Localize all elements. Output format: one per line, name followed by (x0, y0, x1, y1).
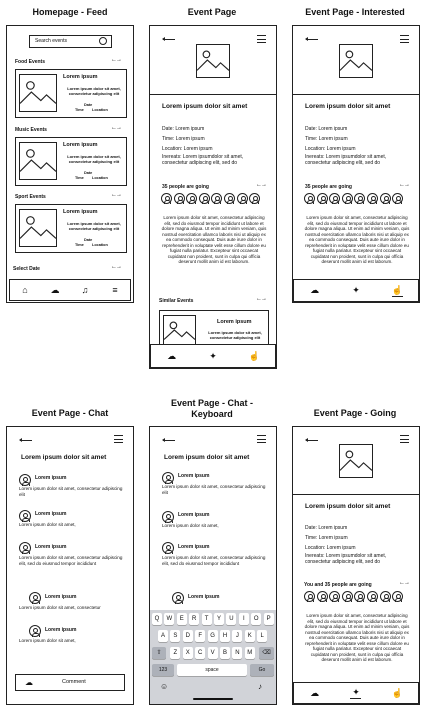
event-time: Time: Lorem ipsum (305, 535, 348, 541)
title-event-page: Event Page (187, 7, 237, 17)
key[interactable]: O (251, 613, 261, 625)
card-date: Date (84, 238, 93, 242)
key[interactable]: F (195, 630, 205, 642)
similar-title: Lorem ipsum (217, 319, 252, 325)
going-arrows-icon[interactable]: ←→ (256, 182, 266, 188)
key[interactable]: N (232, 647, 242, 659)
section-music-events: Music Events (15, 127, 47, 133)
search-placeholder: Search events (35, 38, 67, 44)
section-arrows-icon[interactable]: ←→ (111, 125, 121, 131)
going-count: 35 people are going (305, 184, 352, 190)
event-date: Date: Lorem ipsum (305, 525, 348, 531)
event-image-icon (339, 44, 373, 78)
event-page-screen (149, 25, 277, 369)
user-avatar-icon[interactable] (19, 542, 31, 554)
key[interactable]: I (239, 613, 249, 625)
divider (150, 94, 276, 95)
key[interactable]: T (202, 613, 212, 625)
title-event-going: Event Page - Going (313, 408, 397, 418)
avatar[interactable] (342, 193, 353, 204)
event-date: Date: Lorem ipsum (305, 126, 348, 132)
event-chat-screen (6, 426, 134, 705)
message-text: Lorem ipsum dolor sit amet, consectetur adipiscing elit, sed do eiusmod tempor incididunt (19, 555, 123, 566)
emoji-icon[interactable]: ☺ (160, 682, 169, 691)
similar-arrows-icon[interactable]: ←→ (256, 296, 266, 302)
message-text: Lorem ipsum dolor sit amet, (162, 523, 219, 528)
similar-events-label: Similar Events (159, 298, 194, 304)
avatar[interactable] (174, 193, 185, 204)
menu-icon[interactable] (257, 35, 266, 43)
event-image-icon (339, 444, 373, 478)
message-author: Lorem ipsum (35, 544, 67, 550)
message-text: Lorem ipsum dolor sit amet, consectetur adipiscing elit (19, 486, 123, 497)
avatar[interactable] (317, 591, 328, 602)
event-image-icon (196, 44, 230, 78)
image-placeholder-icon (19, 74, 57, 112)
menu-icon[interactable] (114, 435, 123, 443)
key[interactable]: B (220, 647, 230, 659)
bottom-nav (9, 279, 131, 301)
user-avatar-icon[interactable] (162, 511, 174, 523)
going-icon-active[interactable]: ☝ (391, 284, 404, 295)
event-action-bar (293, 682, 419, 704)
back-arrow-icon[interactable] (20, 440, 32, 441)
go-key[interactable]: Go (250, 664, 274, 676)
card-title: Lorem ipsum (63, 209, 98, 215)
event-title: Lorem ipsum dolor sit amet (305, 503, 391, 510)
event-card[interactable] (15, 69, 127, 118)
key[interactable]: G (208, 630, 218, 642)
event-interests: Inereats: Lorem ipsumdolor sit amet, consectetur adipiscing elit, sed do (305, 154, 387, 166)
message-text: Lorem ipsum dolor sit amet, consectetur adipiscing elit, sed do eiusmod tempor incididunt (162, 555, 266, 566)
title-event-interested: Event Page - Interested (305, 7, 405, 17)
message-author: Lorem ipsum (178, 473, 210, 479)
divider (293, 494, 419, 495)
card-date: Date (84, 103, 93, 107)
message-author: Lorem ipsum (188, 594, 220, 600)
user-avatar-icon[interactable] (172, 592, 184, 604)
user-avatar-icon[interactable] (162, 472, 174, 484)
message-text: Lorem ipsum dolor sit amet, (19, 638, 76, 643)
card-location: Location (92, 243, 108, 247)
event-card[interactable] (15, 204, 127, 253)
event-details (305, 124, 413, 166)
key[interactable]: X (183, 647, 193, 659)
image-placeholder-icon (163, 315, 196, 347)
numbers-key[interactable]: 123 (152, 664, 174, 676)
avatar[interactable] (392, 591, 403, 602)
chat-title: Lorem ipsum dolor sit amet (21, 454, 107, 461)
event-time: Time: Lorem ipsum (305, 136, 348, 142)
going-arrows-icon[interactable]: ←→ (399, 580, 409, 586)
card-title: Lorem ipsum (63, 74, 98, 80)
home-indicator (193, 698, 233, 700)
chat-icon[interactable]: ☁ (310, 285, 320, 295)
avatar[interactable] (317, 193, 328, 204)
menu-icon[interactable] (400, 35, 409, 43)
key[interactable]: U (226, 613, 236, 625)
section-arrows-icon[interactable]: ←→ (111, 57, 121, 63)
chat-title: Lorem ipsum dolor sit amet (164, 454, 250, 461)
user-avatar-icon[interactable] (29, 625, 41, 637)
event-location: Location: Lorem ipsum (305, 146, 356, 152)
similar-text: Lorem ipsum dolor sit amet, consectetur adipiscing elit (208, 330, 262, 341)
message-author: Lorem ipsum (45, 627, 77, 633)
card-location: Location (92, 108, 108, 112)
attendee-avatars[interactable] (161, 193, 260, 204)
comment-label: Comment (62, 679, 86, 685)
back-arrow-icon[interactable] (306, 39, 318, 40)
key[interactable]: C (195, 647, 205, 659)
event-chat-keyboard-screen (149, 426, 277, 705)
event-description: Lorem ipsum dolor sit amet, consectetur adipiscing elit, sed do eiusmod tempor incididunt ut labore et dolore magna aliqua. Ut enim ad minim veniam, quis nostrud exercitation ullamco laboris nisi ut aliquip ex ea commodo consequat. Duis aute irure dolor in reprehenderit in voluptate velit esse cillum dolore eu fugiat nulla pariatur. Excepteur sint occaecat cupidatat non proident, sunt in culpa qui officia deserunt mollit anim id est laborum. (161, 215, 267, 264)
key[interactable]: M (245, 647, 255, 659)
key[interactable]: E (177, 613, 187, 625)
key[interactable]: Q (152, 613, 162, 625)
avatar[interactable] (161, 193, 172, 204)
avatar[interactable] (354, 193, 365, 204)
avatar[interactable] (304, 591, 315, 602)
user-avatar-icon[interactable] (19, 510, 31, 522)
menu-icon[interactable]: ≡ (112, 284, 118, 295)
avatar[interactable] (354, 591, 365, 602)
title-event-chat-keyboard: Event Page - Chat - Keyboard (170, 398, 253, 419)
card-time: Time (75, 108, 84, 112)
user-avatar-icon[interactable] (162, 542, 174, 554)
card-text: Lorem ipsum dolor sit amet, consectetur adipiscing elit (67, 221, 121, 232)
chat-icon: ☁ (25, 678, 33, 687)
avatar[interactable] (367, 591, 378, 602)
user-avatar-icon[interactable] (19, 474, 31, 486)
section-food-events: Food Events (15, 59, 46, 65)
image-placeholder-icon (19, 142, 57, 180)
card-date: Date (84, 171, 93, 175)
chat-icon[interactable]: ☁ (167, 350, 177, 361)
event-date: Date: Lorem ipsum (162, 126, 205, 132)
select-date-label[interactable]: Select Date (13, 266, 40, 272)
interested-icon-active[interactable]: ✦ (352, 687, 360, 697)
bell-icon[interactable]: ♫ (81, 284, 89, 295)
image-placeholder-icon (19, 209, 57, 247)
avatar[interactable] (304, 193, 315, 204)
key[interactable]: S (170, 630, 180, 642)
event-title: Lorem ipsum dolor sit amet (305, 103, 391, 110)
attendee-avatars[interactable] (304, 193, 403, 204)
event-location: Location: Lorem ipsum (305, 545, 356, 551)
card-time: Time (75, 176, 84, 180)
going-icon[interactable]: ☝ (248, 350, 261, 361)
card-location: Location (92, 176, 108, 180)
event-time: Time: Lorem ipsum (162, 136, 205, 142)
microphone-icon[interactable]: ♪ (258, 682, 262, 691)
avatar[interactable] (329, 193, 340, 204)
user-avatar-icon[interactable] (29, 592, 41, 604)
event-action-bar (150, 344, 276, 368)
card-title: Lorem ipsum (63, 142, 98, 148)
avatar[interactable] (342, 591, 353, 602)
menu-icon[interactable] (257, 435, 266, 443)
back-arrow-icon[interactable] (306, 440, 318, 441)
event-interests: Inereats: Lorem ipsumdolor sit amet, consectetur adipiscing elit, sed do (162, 154, 244, 166)
avatar[interactable] (380, 591, 391, 602)
card-time: Time (75, 243, 84, 247)
avatar[interactable] (392, 193, 403, 204)
date-arrows-icon[interactable]: ←→ (111, 264, 121, 270)
avatar[interactable] (199, 193, 210, 204)
key[interactable]: K (245, 630, 255, 642)
event-details (162, 124, 270, 166)
shift-key-icon[interactable]: ⇧ (152, 647, 166, 659)
event-going-screen (292, 426, 420, 705)
back-arrow-icon[interactable] (163, 440, 175, 441)
event-title: Lorem ipsum dolor sit amet (162, 103, 248, 110)
message-author: Lorem ipsum (178, 544, 210, 550)
message-author: Lorem ipsum (45, 594, 77, 600)
event-location: Location: Lorem ipsum (162, 146, 213, 152)
message-author: Lorem ipsum (178, 512, 210, 518)
event-interested-screen (292, 25, 420, 303)
homepage-feed-screen (6, 25, 134, 303)
avatar[interactable] (211, 193, 222, 204)
menu-icon[interactable] (400, 435, 409, 443)
section-arrows-icon[interactable]: ←→ (111, 192, 121, 198)
event-interests: Inereats: Lorem ipsumdolor sit amet, consectetur adipiscing elit, sed do (305, 553, 387, 565)
avatar[interactable] (380, 193, 391, 204)
key[interactable]: J (232, 630, 242, 642)
key[interactable]: H (220, 630, 230, 642)
space-key[interactable]: space (177, 664, 247, 676)
going-icon[interactable]: ☝ (391, 687, 404, 698)
avatar[interactable] (249, 193, 260, 204)
title-homepage-feed: Homepage - Feed (32, 7, 108, 17)
interested-icon[interactable]: ✦ (209, 350, 217, 361)
message-text: Lorem ipsum dolor sit amet, consectetur (19, 605, 101, 610)
event-card[interactable] (15, 137, 127, 186)
key[interactable]: D (183, 630, 193, 642)
backspace-key-icon[interactable]: ⌫ (259, 647, 274, 659)
key[interactable]: L (257, 630, 267, 642)
key[interactable]: Z (170, 647, 180, 659)
search-icon[interactable] (99, 37, 107, 45)
key[interactable]: P (264, 613, 274, 625)
going-count: 35 people are going (162, 184, 209, 190)
avatar[interactable] (329, 591, 340, 602)
message-text: Lorem ipsum dolor sit amet, (19, 522, 76, 527)
attendee-avatars[interactable] (304, 591, 403, 602)
key[interactable]: R (189, 613, 199, 625)
card-text: Lorem ipsum dolor sit amet, consectetur adipiscing elit (67, 154, 121, 165)
section-sport-events: Sport Events (15, 194, 46, 200)
avatar[interactable] (237, 193, 248, 204)
key[interactable]: V (208, 647, 218, 659)
message-text: Lorem ipsum dolor sit amet, consectetur adipiscing elit (162, 484, 266, 495)
interested-icon[interactable]: ✦ (352, 285, 360, 295)
event-description: Lorem ipsum dolor sit amet, consectetur adipiscing elit, sed do eiusmod tempor incididunt ut labore et dolore magna aliqua. Ut enim ad minim veniam, quis nostrud exercitation ullamco laboris nisi ut aliquip ex ea commodo consequat. Duis aute irure dolor in reprehenderit in voluptate velit esse cillum dolore eu fugiat nulla pariatur. Excepteur sint occaecat cupidatat non proident, sunt in culpa qui officia deserunt mollit anim id est laborum. (304, 613, 410, 662)
key[interactable]: A (158, 630, 168, 642)
card-text: Lorem ipsum dolor sit amet, consectetur adipiscing elit (67, 86, 121, 97)
key[interactable]: Y (214, 613, 224, 625)
event-description: Lorem ipsum dolor sit amet, consectetur adipiscing elit, sed do eiusmod tempor incididunt ut labore et dolore magna aliqua. Ut enim ad minim veniam, quis nostrud exercitation ullamco laboris nisi ut aliquip ex ea commodo consequat. Duis aute irure dolor in reprehenderit in voluptate velit esse cillum dolore eu fugiat nulla pariatur. Excepteur sint occaecat cupidatat non proident, sunt in culpa qui officia deserunt mollit anim id est laborum. (304, 215, 410, 264)
avatar[interactable] (224, 193, 235, 204)
going-count-you: You and 35 people are going (304, 582, 372, 588)
message-author: Lorem ipsum (35, 475, 67, 481)
message-author: Lorem ipsum (35, 511, 67, 517)
onscreen-keyboard (150, 610, 276, 704)
back-arrow-icon[interactable] (163, 39, 175, 40)
chat-icon[interactable]: ☁ (50, 284, 60, 295)
chat-icon[interactable]: ☁ (310, 687, 320, 698)
divider (293, 94, 419, 95)
key[interactable]: W (164, 613, 174, 625)
comment-input[interactable] (15, 674, 125, 691)
going-arrows-icon[interactable]: ←→ (399, 182, 409, 188)
avatar[interactable] (186, 193, 197, 204)
search-input[interactable] (29, 35, 112, 48)
event-details (305, 523, 413, 565)
avatar[interactable] (367, 193, 378, 204)
title-event-chat: Event Page - Chat (31, 408, 109, 418)
home-icon[interactable]: ⌂ (22, 284, 28, 295)
event-action-bar (293, 279, 419, 302)
